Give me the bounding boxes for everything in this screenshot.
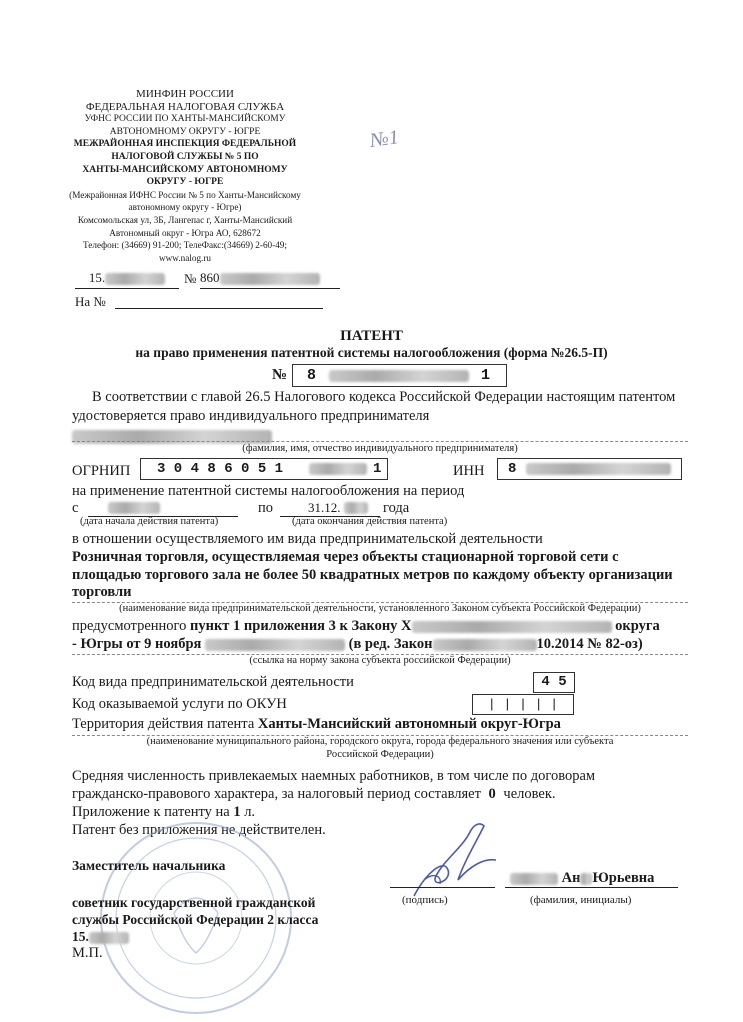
law-line-1: предусмотренного пункт 1 приложения 3 к Закону Х округа — [72, 618, 660, 634]
header-line: МИНФИН РОССИИ — [136, 88, 234, 100]
header-line: ХАНТЫ-МАНСИЙСКОМУ АВТОНОМНОМУ — [82, 164, 288, 175]
header-line: ОКРУГУ - ЮГРЕ — [146, 177, 224, 188]
fio-line — [72, 440, 688, 442]
number-sign: № — [184, 271, 197, 286]
activity-line-2: площадью торгового зала не более 50 квадратных метров по каждому объекту организации — [72, 567, 673, 583]
okun-box: | | | | | — [472, 694, 574, 715]
law-line-2: - Югры от 9 ноября (в ред. Закон 10.2014 № 82-оз) — [72, 636, 643, 652]
start-date-field — [88, 500, 238, 517]
ogrnip-label: ОГРНИП — [72, 463, 131, 479]
patent-number-box: 8 1 — [292, 364, 507, 387]
name-line — [505, 887, 678, 888]
outgoing-date: 15. — [75, 270, 179, 289]
signatory-name: Ан Юрьевна — [510, 870, 654, 887]
na-number-line — [115, 293, 323, 309]
activity-line-3: торговли — [72, 584, 132, 600]
handwritten-mark: №1 — [368, 126, 401, 152]
authority-header — [50, 88, 320, 264]
mp-label: М.П. — [72, 945, 103, 961]
header-line: автономному округу - Югре) — [128, 202, 242, 213]
header-line: МЕЖРАЙОННАЯ ИНСПЕКЦИЯ ФЕДЕРАЛЬНОЙ — [73, 139, 297, 150]
header-line: www.nalog.ru — [159, 252, 211, 263]
signature-caption: (подпись) — [402, 894, 448, 906]
end-date-field: 31.12. — [280, 500, 380, 517]
signatory-position: Заместитель начальника — [72, 858, 226, 873]
law-caption: (ссылка на норму закона субъекта российской Федерации) — [249, 655, 511, 666]
workers-line-2: гражданско-правового характера, за налоговый период составляет 0 человек. — [72, 786, 556, 802]
okun-label: Код оказываемой услуги по ОКУН — [72, 696, 287, 712]
appendix-line-2: Патент без приложения не действителен. — [72, 822, 326, 838]
intro-line-2: удостоверяется право индивидуального предпринимателя — [72, 408, 430, 424]
intro-line-1: В соответствии с главой 26.5 Налогового кодекса Российской Федерации настоящим патентом — [92, 389, 676, 405]
territory-line: Территория действия патента Ханты-Мансийский автономный округ-Югра — [72, 716, 561, 732]
territory-caption-2: Российской Федерации) — [326, 749, 434, 760]
signature-line — [390, 887, 495, 888]
page-subtitle: на право применения патентной системы налогообложения (форма №26.5-П) — [135, 345, 608, 360]
ogrnip-box: 3 0 4 8 6 0 5 1 1 — [140, 458, 388, 480]
header-line: (Межрайонная ИФНС России № 5 по Ханты-Мансийскому — [69, 189, 301, 200]
start-date-caption: (дата начала действия патента) — [80, 516, 219, 527]
signatory-rank-1: советник государственной гражданской — [72, 895, 316, 910]
patent-number-sign: № — [272, 367, 288, 383]
header-line: АВТОНОМНОМУ ОКРУГУ - ЮГРЕ — [109, 126, 261, 137]
activity-code-label: Код вида предпринимательской деятельности — [72, 674, 354, 690]
period-line: на применение патентной системы налогообложения на период — [72, 483, 465, 499]
header-line: УФНС РОССИИ ПО ХАНТЫ-МАНСИЙСКОМУ — [84, 114, 286, 125]
outgoing-number: 860 — [200, 270, 340, 289]
appendix-line-1: Приложение к патенту на 1 л. — [72, 804, 256, 820]
page-title: ПАТЕНТ — [340, 328, 403, 344]
header-line: ФЕДЕРАЛЬНАЯ НАЛОГОВАЯ СЛУЖБА — [85, 100, 285, 113]
territory-caption-1: (наименование муниципального района, городского округа, города федерального значения или субъекта — [146, 736, 614, 747]
activity-code-box: 4 5 — [533, 672, 575, 693]
workers-line-1: Средняя численность привлекаемых наемных работников, в том числе по договорам — [72, 768, 596, 784]
period-from-label: с — [72, 500, 79, 516]
inn-box: 8 — [497, 458, 682, 480]
header-line: НАЛОГОВОЙ СЛУЖБЫ № 5 ПО — [111, 151, 259, 162]
end-date-caption: (дата окончания действия патента) — [292, 516, 448, 527]
header-line: Телефон: (34669) 91-200; ТелеФакс:(34669) 2-60-49; — [83, 240, 287, 251]
inn-label: ИНН — [453, 463, 485, 479]
fio-caption: (фамилия, имя, отчество индивидуального предпринимателя) — [242, 443, 518, 454]
activity-line-1: Розничная торговля, осуществляемая через объекты стационарной торговой сети с — [72, 549, 619, 565]
activity-lead: в отношении осуществляемого им вида предпринимательской деятельности — [72, 531, 543, 547]
signatory-date: 15. — [72, 929, 129, 945]
period-to-label: по — [258, 500, 274, 516]
activity-caption: (наименование вида предпринимательской деятельности, установленного Законом субъекта Российской Федерации) — [119, 603, 641, 614]
header-line: Автономный округ - Югра АО, 628672 — [109, 227, 261, 238]
name-caption: (фамилия, инициалы) — [530, 894, 632, 906]
header-line: Комсомольская ул, 3Б, Лангепас г, Ханты-Мансийский — [77, 214, 293, 225]
na-label: На № — [75, 294, 106, 309]
year-label: года — [383, 500, 410, 516]
signatory-rank-2: службы Российской Федерации 2 класса — [72, 912, 319, 927]
